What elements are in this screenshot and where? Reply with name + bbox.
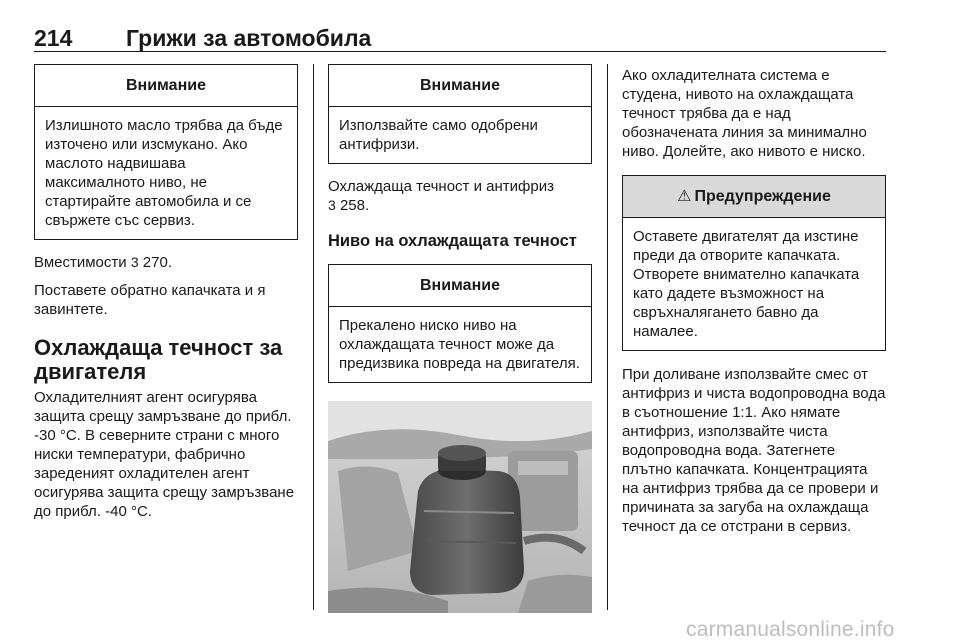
caution-box bbox=[328, 264, 592, 383]
warning-title: Предупреждение bbox=[694, 188, 831, 205]
column-divider bbox=[607, 64, 608, 610]
capacities-label: Вместимости bbox=[34, 254, 127, 271]
refill-paragraph: При доливане използвайте смес от антифриз и чиста водопроводна вода в съотношение 1:1. Ако нямате антифриз, използвайте чиста водопроводна вода. Затегнете плътно капачката. Концентрацията на антифриз трябва да се провери и причината за загуба на охлаждаща течност да се отстрани в сервиз. bbox=[622, 366, 886, 535]
caution-box bbox=[34, 64, 298, 240]
caution-box bbox=[328, 64, 592, 164]
antifreeze-ref-text: Охлаждаща течност и антифриз bbox=[328, 178, 554, 195]
capacities-page-ref[interactable]: 270. bbox=[142, 254, 172, 271]
column-left bbox=[34, 64, 298, 521]
capacities-paragraph bbox=[34, 253, 298, 272]
antifreeze-page-ref[interactable]: 258. bbox=[339, 197, 370, 214]
coolant-reservoir-photo bbox=[328, 401, 592, 613]
coolant-paragraph: Охладителният агент осигурява защита срещу замръзване до прибл. -30 °C. В северните страни с много ниски температури, фабрично зареденият охладителен агент осигурява защита срещу замръзване до прибл. -40 °C. bbox=[34, 389, 295, 520]
coolant-reservoir-illustration bbox=[328, 401, 592, 613]
section-heading: Охлаждаща течност за двигателя bbox=[34, 335, 283, 384]
column-divider bbox=[313, 64, 314, 610]
warning-triangle-icon: ⚠ bbox=[677, 188, 692, 205]
caution-title: Внимание bbox=[329, 265, 591, 307]
caution-title: Внимание bbox=[35, 65, 297, 107]
caution-title: Внимание bbox=[329, 65, 591, 107]
page-header bbox=[34, 26, 886, 52]
page-ref-icon[interactable]: 3 bbox=[328, 197, 336, 213]
watermark: carmanualsonline.info bbox=[686, 618, 895, 641]
caution-text: Излишното масло трябва да бъде източено или изсмукано. Ако маслото надвишава максималното ниво, не стартирайте автомобила и се свържете със сервиз. bbox=[45, 117, 283, 229]
warning-box bbox=[622, 175, 886, 351]
caution-text: Прекалено ниско ниво на охлаждащата течност може да предизвика повреда на двигателя. bbox=[339, 317, 580, 372]
cold-system-paragraph: Ако охладителната система е студена, нивото на охлаждащата течност трябва да е над обозначената линия за минимално ниво. Долейте, ако нивото е ниско. bbox=[622, 67, 867, 160]
coolant-level-heading: Ниво на охлаждащата течност bbox=[328, 232, 577, 250]
page-title: Грижи за автомобила bbox=[126, 25, 372, 51]
close-cap-paragraph: Поставете обратно капачката и я завинтете. bbox=[34, 282, 266, 318]
caution-text: Използвайте само одобрени антифризи. bbox=[339, 117, 538, 153]
column-right bbox=[622, 64, 886, 536]
warning-text: Оставете двигателят да изстине преди да отворите капачката. Отворете внимателно капачката като дадете възможност на свръхналягането бавно да намалее. bbox=[633, 228, 860, 340]
warning-title-bar bbox=[623, 176, 885, 218]
page-ref-icon[interactable]: 3 bbox=[130, 254, 139, 270]
antifreeze-ref-paragraph bbox=[328, 177, 592, 215]
column-middle bbox=[328, 64, 592, 613]
page-number: 214 bbox=[34, 25, 73, 51]
